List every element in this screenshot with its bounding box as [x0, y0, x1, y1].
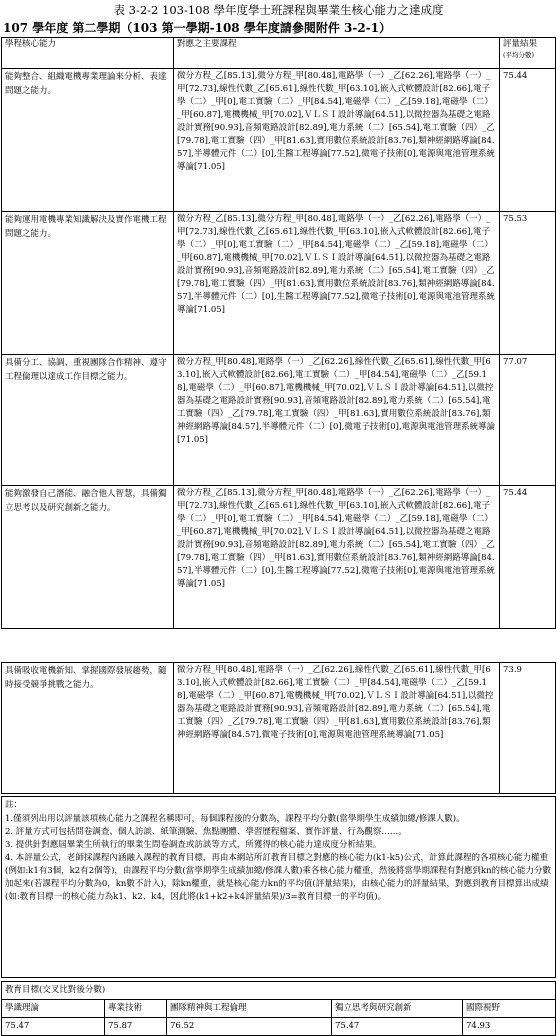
courses-cell: 微分方程_乙[85.13],微分方程_甲[80.48],電路學（一）_乙[62.26],電路學（一）_甲[72.73],線性代數_乙[65.61],線性代數_甲[63.10],嵌入式軟體設計[82.66],電子學（二）_甲[0],電工實驗（二）_甲[84.54],電磁學（二）_乙[59.18],電磁學（二）_甲[60.87],電機機械_甲[70.02],ＶＬＳＩ設計導論[64.51],以微控器為基礎之電路設計實務[90.93],音頻電路設計[82.89],電力系統（二）[65.54],電工實驗（四）_乙[79.78],電工實驗（四）_甲[81.63],實用數位系統設計[83.76],類神經網路導論[84.57],半導體元件（二）[0],生醫工程導論[77.52],微電子技術[0],電源與電池管理系統導論[71.05]: [174, 212, 500, 355]
score-cell: 75.44: [500, 69, 556, 212]
header-score-label: 評量結果: [503, 39, 538, 49]
document-subtitle: 107 學年度 第二學期（103 第一學期-108 學年度請參閱附件 3-2-1）: [3, 21, 392, 35]
note-item: 3. 提供針對應屆畢業生所執行的畢業生問卷調查或訪談等方式，所獲得的核心能力達成度分析結果。: [5, 840, 382, 850]
header-score: [500, 38, 556, 69]
note-item: 1.僅須列出用以評量該項核心能力之課程名稱即可，每個課程後的分數為，課程平均分數(當學期學生成績加總/修課人數)。: [5, 814, 465, 824]
table-row: [2, 212, 556, 355]
ability-cell: 能夠整合、組織電機專業理論來分析、表達問題之能力。: [2, 69, 174, 212]
document-title: 表 3-2-2 103-108 學年度學士班課程與畢業生核心能力之達成度: [113, 3, 444, 17]
education-goals-table: [1, 981, 556, 1036]
notes-table: [1, 796, 556, 978]
table-row: [2, 69, 556, 212]
ability-cell: 具備分工、協調、重視團隊合作精神、遵守工程倫理以達成工作目標之能力。: [2, 355, 174, 486]
score-cell: 77.07: [500, 355, 556, 486]
goal-value: 75.47: [332, 1018, 463, 1036]
goal-column-header: 學識理論: [2, 1000, 105, 1018]
goals-heading-row: [2, 982, 556, 1000]
notes-row: [2, 797, 556, 978]
goal-value: 75.87: [105, 1018, 167, 1036]
core-ability-table: [1, 37, 556, 629]
ability-cell: 具備吸收電機新知、掌握國際發展趨勢，隨時接受競爭挑戰之能力。: [2, 663, 174, 794]
notes-cell: [2, 797, 556, 978]
goals-header-row: [2, 1000, 556, 1018]
table-header-row: [2, 38, 556, 69]
courses-cell: 微分方程_乙[85.13],微分方程_甲[80.48],電路學（一）_乙[62.26],電路學（一）_甲[72.73],線性代數_乙[65.61],線性代數_甲[63.10],嵌入式軟體設計[82.66],電子學（二）_甲[0],電工實驗（二）_甲[84.54],電磁學（二）_乙[59.18],電磁學（二）_甲[60.87],電機機械_甲[70.02],ＶＬＳＩ設計導論[64.51],以微控器為基礎之電路設計實務[90.93],音頻電路設計[82.89],電力系統（二）[65.54],電工實驗（四）_乙[79.78],電工實驗（四）_甲[81.63],實用數位系統設計[83.76],類神經網路導論[84.57],半導體元件（二）[0],生醫工程導論[77.52],微電子技術[0],電源與電池管理系統導論[71.05]: [174, 486, 500, 629]
goal-value: 75.47: [2, 1018, 105, 1036]
header-courses: 對應之主要課程: [174, 38, 500, 69]
goal-column-header: 國際視野: [463, 1000, 556, 1018]
notes-heading: 註：: [5, 800, 23, 810]
table-row: [2, 355, 556, 486]
note-item: 2. 評量方式可包括問卷調查、個人訪談、紙筆測驗、焦點團體、學習歷程檔案、實作評量、行為觀察……。: [5, 827, 407, 837]
goal-column-header: 獨立思考與研究創新: [332, 1000, 463, 1018]
table-row: [2, 663, 556, 794]
ability-cell: 能夠激發自己潛能、融合他人智慧，具備獨立思考以及研究創新之能力。: [2, 486, 174, 629]
goal-value: 76.52: [167, 1018, 332, 1036]
courses-cell: 微分方程_甲[80.48],電路學（一）_乙[62.26],線性代數_乙[65.61],線性代數_甲[63.10],嵌入式軟體設計[82.66],電工實驗（二）_甲[84.54],電磁學（二）_乙[59.18],電磁學（二）_甲[60.87],電機機械_甲[70.02],ＶＬＳＩ設計導論[64.51],以微控器為基礎之電路設計實務[90.93],音頻電路設計[82.89],電力系統（二）[65.54],電工實驗（四）_乙[79.78],電工實驗（四）_甲[81.63],實用數位系統設計[83.76],類神經網路導論[84.57],微電子技術[0],電源與電池管理系統導論[71.05]: [174, 663, 500, 794]
goal-column-header: 團隊精神與工程倫理: [167, 1000, 332, 1018]
header-ability: 學程核心能力: [2, 38, 174, 69]
goals-value-row: [2, 1018, 556, 1036]
header-score-unit: (平均分數): [503, 51, 535, 59]
score-cell: 75.53: [500, 212, 556, 355]
note-item: 4. 本評量公式，老師採課程內涵融入課程的教育目標，再由本網站所訂教育目標之對應的核心能力(k1-k5)公式，計算此課程的各項核心能力權重(例如:k1有3個，k2有2個等)，由課程平均分數(當學期學生成績加總/修課人數)乘各核心能力權重，然後將當學期課程有對應到kn的核心能力分數加起來(若課程平均分數為0，kn數不計入)，除kn權重，就是核心能力kn的平均值(評量結果)，由核心能力的評量結果，對應到教育目標算出成績(如:教育目標一的核心能力為k1、k2、k4，因此將(k1+k2+k4評量結果)/3=教育目標一的平均值)。: [5, 853, 552, 902]
goal-column-header: 專業技術: [105, 1000, 167, 1018]
table-row: [2, 486, 556, 629]
courses-cell: 微分方程_甲[80.48],電路學（一）_乙[62.26],線性代數_乙[65.61],線性代數_甲[63.10],嵌入式軟體設計[82.66],電工實驗（二）_甲[84.54],電磁學（二）_乙[59.18],電磁學（二）_甲[60.87],電機機械_甲[70.02],ＶＬＳＩ設計導論[64.51],以微控器為基礎之電路設計實務[90.93],音頻電路設計[82.89],電力系統（二）[65.54],電工實驗（四）_乙[79.78],電工實驗（四）_甲[81.63],實用數位系統設計[83.76],類神經網路導論[84.57],半導體元件（二）[0],微電子技術[0],電源與電池管理系統導論[71.05]: [174, 355, 500, 486]
score-cell: 73.9: [500, 663, 556, 794]
goal-value: 74.93: [463, 1018, 556, 1036]
score-cell: 75.44: [500, 486, 556, 629]
courses-cell: 微分方程_乙[85.13],微分方程_甲[80.48],電路學（一）_乙[62.26],電路學（一）_甲[72.73],線性代數_乙[65.61],線性代數_甲[63.10],嵌入式軟體設計[82.66],電子學（二）_甲[0],電工實驗（二）_甲[84.54],電磁學（二）_乙[59.18],電磁學（二）_甲[60.87],電機機械_甲[70.02],ＶＬＳＩ設計導論[64.51],以微控器為基礎之電路設計實務[90.93],音頻電路設計[82.89],電力系統（二）[65.54],電工實驗（四）_乙[79.78],電工實驗（四）_甲[81.63],實用數位系統設計[83.76],類神經網路導論[84.57],半導體元件（二）[0],生醫工程導論[77.52],微電子技術[0],電源與電池管理系統導論[71.05]: [174, 69, 500, 212]
ability-cell: 能夠運用電機專業知識解決及實作電機工程問題之能力。: [2, 212, 174, 355]
core-ability-table-continued: [1, 662, 556, 794]
goals-heading: 教育目標(交叉比對後分數): [2, 982, 556, 1000]
